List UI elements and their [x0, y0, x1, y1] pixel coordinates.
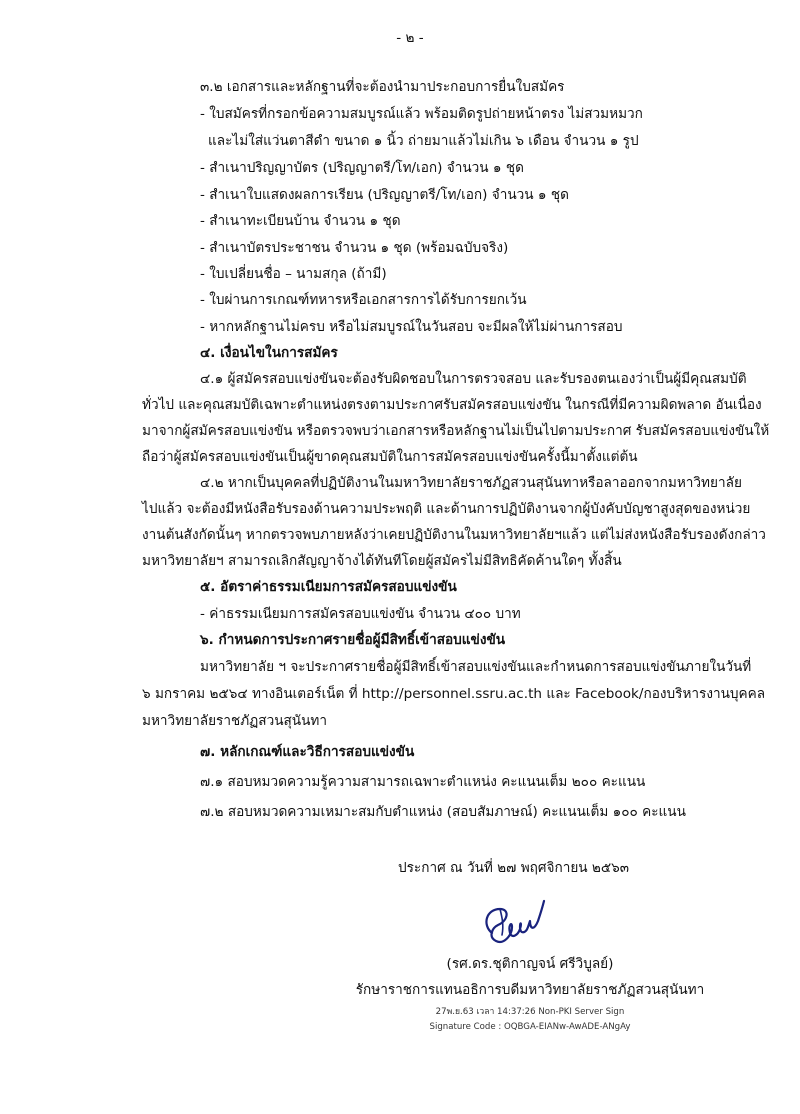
paragraph-line: ทั่วไป และคุณสมบัติเฉพาะตำแหน่งตรงตามประกาศรับสมัครสอบแข่งขัน ในกรณีที่มีความผิดพลาด อันเนื่อง [142, 397, 762, 413]
list-item: ๗.๑ สอบหมวดความรู้ความสามารถเฉพาะตำแหน่ง คะแนนเต็ม ๒๐๐ คะแนน [200, 774, 646, 790]
paragraph-line: ถือว่าผู้สมัครสอบแข่งขันเป็นผู้ขาดคุณสมบัติในการสมัครสอบแข่งขันครั้งนี้มาตั้งแต่ต้น [142, 449, 638, 465]
paragraph-line: ไปแล้ว จะต้องมีหนังสือรับรองด้านความประพฤติ และด้านการปฏิบัติงานจากผู้บังคับบัญชาสูงสุดของหน่วย [142, 501, 751, 517]
section-7-heading: ๗. หลักเกณฑ์และวิธีการสอบแข่งขัน [200, 744, 415, 760]
paragraph-line: งานต้นสังกัดนั้นๆ หากตรวจพบภายหลังว่าเคยปฏิบัติงานในมหาวิทยาลัยฯแล้ว แต่ไม่ส่งหนังสือรับรองดังกล่าว [142, 527, 766, 543]
list-item: - ค่าธรรมเนียมการสมัครสอบแข่งขัน จำนวน ๔๐๐ บาท [200, 606, 521, 622]
list-item: - สำเนาใบแสดงผลการเรียน (ปริญญาตรี/โท/เอก) จำนวน ๑ ชุด [200, 187, 569, 203]
signer-name: (รศ.ดร.ชุติกาญจน์ ศรีวิบูลย์) [446, 956, 614, 972]
page-number: - ๒ - [396, 30, 424, 46]
section-5-heading: ๕. อัตราค่าธรรมเนียมการสมัครสอบแข่งขัน [200, 579, 457, 595]
list-item: - ใบสมัครที่กรอกข้อความสมบูรณ์แล้ว พร้อมติดรูปถ่ายหน้าตรง ไม่สวมหมวก [200, 106, 643, 122]
paragraph-line: มาจากผู้สมัครสอบแข่งขัน หรือตรวจพบว่าเอกสารหรือหลักฐานไม่เป็นไปตามประกาศ รับสมัครสอบแข่งขันให้ [142, 423, 770, 439]
paragraph-line: ๖ มกราคม ๒๕๖๔ ทางอินเตอร์เน็ต ที่ http://personnel.ssru.ac.th และ Facebook/กองบริหารงานบุคคล [142, 686, 766, 702]
paragraph-line: ๔.๒ หากเป็นบุคคลที่ปฏิบัติงานในมหาวิทยาลัยราชภัฏสวนสุนันทาหรือลาออกจากมหาวิทยาลัย [200, 475, 742, 491]
e-sign-timestamp: 27พ.ย.63 เวลา 14:37:26 Non-PKI Server Sign [435, 1007, 625, 1017]
paragraph-line: มหาวิทยาลัยฯ สามารถเลิกสัญญาจ้างได้ทันทีโดยผู้สมัครไม่มีสิทธิคัดค้านใดๆ ทั้งสิ้น [142, 553, 622, 569]
signer-position: รักษาราชการแทนอธิการบดีมหาวิทยาลัยราชภัฏสวนสุนันทา [355, 982, 705, 998]
list-item: - ใบผ่านการเกณฑ์ทหารหรือเอกสารการได้รับการยกเว้น [200, 292, 527, 308]
section-4-heading: ๔. เงื่อนไขในการสมัคร [200, 345, 338, 361]
paragraph-line: มหาวิทยาลัย ฯ จะประกาศรายชื่อผู้มีสิทธิ์เข้าสอบแข่งขันและกำหนดการสอบแข่งขันภายในวันที่ [200, 659, 752, 675]
list-item: - สำเนาปริญญาบัตร (ปริญญาตรี/โท/เอก) จำนวน ๑ ชุด [200, 160, 524, 176]
list-item: - สำเนาทะเบียนบ้าน จำนวน ๑ ชุด [200, 213, 401, 229]
list-item: และไม่ใส่แว่นตาสีดำ ขนาด ๑ นิ้ว ถ่ายมาแล้วไม่เกิน ๖ เดือน จำนวน ๑ รูป [208, 133, 639, 149]
paragraph-line: ๔.๑ ผู้สมัครสอบแข่งขันจะต้องรับผิดชอบในการตรวจสอบ และรับรองตนเองว่าเป็นผู้มีคุณสมบัติ [200, 371, 747, 387]
list-item: - ใบเปลี่ยนชื่อ – นามสกุล (ถ้ามี) [200, 266, 387, 282]
list-item: ๗.๒ สอบหมวดความเหมาะสมกับตำแหน่ง (สอบสัมภาษณ์) คะแนนเต็ม ๑๐๐ คะแนน [200, 804, 686, 820]
announcement-date: ประกาศ ณ วันที่ ๒๗ พฤศจิกายน ๒๕๖๓ [398, 860, 630, 876]
list-item: - หากหลักฐานไม่ครบ หรือไม่สมบูรณ์ในวันสอบ จะมีผลให้ไม่ผ่านการสอบ [200, 319, 623, 335]
section-6-heading: ๖. กำหนดการประกาศรายชื่อผู้มีสิทธิ์เข้าสอบแข่งขัน [200, 632, 506, 648]
list-item: - สำเนาบัตรประชาชน จำนวน ๑ ชุด (พร้อมฉบับจริง) [200, 240, 509, 256]
signature-image [478, 895, 548, 951]
paragraph-line: มหาวิทยาลัยราชภัฏสวนสุนันทา [142, 713, 327, 729]
e-sign-code: Signature Code : OQBGA-EIANw-AwADE-ANgAy [429, 1022, 631, 1032]
section-3-2-heading: ๓.๒ เอกสารและหลักฐานที่จะต้องนำมาประกอบการยื่นใบสมัคร [200, 79, 565, 95]
